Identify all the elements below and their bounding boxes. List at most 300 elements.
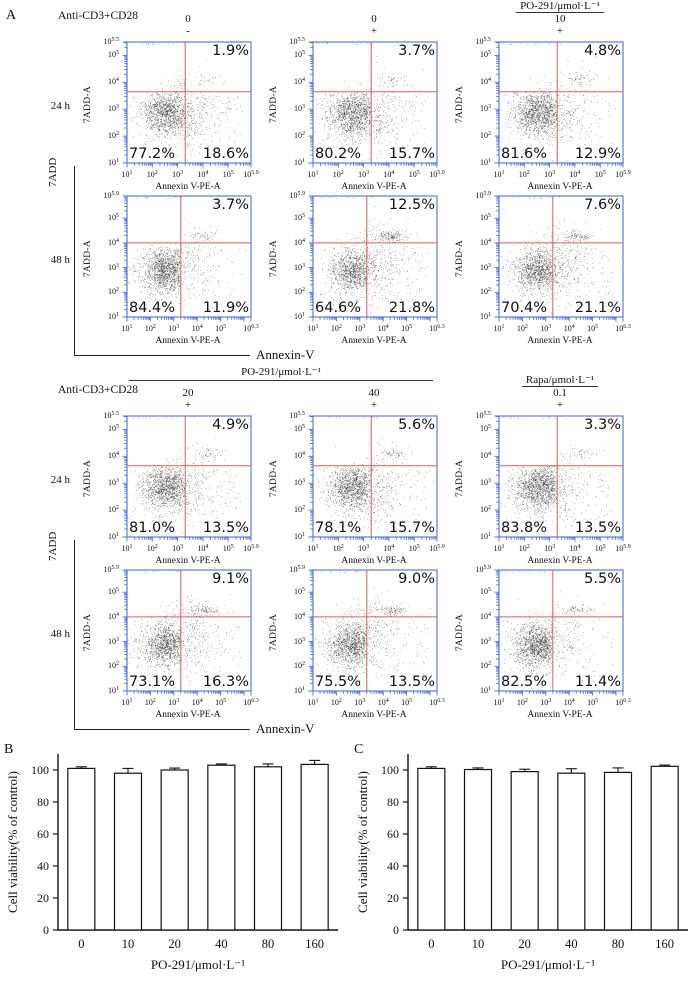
bar (558, 773, 585, 930)
y-tick-label: $10^3$ (294, 262, 305, 272)
x-tick-label: $10^2$ (516, 698, 528, 707)
y-tick-gutter (466, 37, 493, 170)
y-tick-label: 20 (37, 891, 49, 905)
group-y-axis-label: 7ADD (47, 157, 59, 187)
x-tick-label: $10^{6.3}$ (615, 698, 631, 707)
x-tick-exponent: 3 (176, 324, 180, 330)
quadrant-upper-right-pct: 9.1% (212, 571, 249, 587)
y-tick-exponent: 1 (488, 312, 491, 318)
y-axis-label-cell (82, 568, 94, 698)
x-axis-label: Annexin V-PE-A (155, 336, 221, 346)
x-tick-exponent: 5 (595, 698, 599, 704)
time-gutter (14, 568, 82, 722)
quadrant-lower-left-pct: 77.2% (129, 145, 176, 162)
flow-plot-area (121, 40, 255, 170)
sign-label: + (370, 399, 378, 412)
y-tick-label: $10^2$ (480, 131, 491, 141)
x-tick-exponent: 2 (152, 324, 156, 330)
x-tick-exponent: 4 (199, 324, 203, 330)
quadrant-upper-right-pct: 4.9% (212, 417, 249, 433)
y-tick-label: $10^1$ (480, 158, 491, 167)
flow-row (14, 411, 674, 568)
group-x-axis-label: Annexin-V (256, 721, 315, 736)
bar (511, 772, 538, 930)
x-tick-exponent: 3 (366, 170, 370, 176)
y-tick-exponent: 5.5 (111, 411, 119, 417)
x-tick-exponent: 2 (524, 324, 528, 330)
y-tick-exponent: 4 (488, 611, 491, 618)
quadrant-lower-right-pct: 15.7% (388, 519, 435, 536)
quadrant-lower-right-pct: 16.3% (202, 673, 249, 690)
flow-plot-area (307, 414, 441, 544)
x-tick-label: $10^{5.9}$ (243, 170, 259, 179)
y-tick-exponent: 4 (116, 451, 119, 458)
x-tick-exponent: 2 (338, 324, 342, 330)
quadrant-lower-right-pct: 15.7% (388, 145, 435, 162)
y-axis-label: 7ADD-A (455, 240, 465, 278)
y-tick-exponent: 1 (488, 158, 491, 164)
y-tick-exponent: 5.5 (483, 37, 491, 43)
x-tick-exponent: 5.9 (623, 544, 631, 550)
x-tick-exponent: 5 (409, 324, 413, 330)
x-tick-exponent: 5 (409, 698, 413, 704)
treatment-header-band (14, 364, 674, 414)
y-tick-exponent: 3 (116, 104, 119, 111)
x-tick-label: $10^{6.3}$ (429, 698, 445, 707)
treatment-header-band (14, 0, 674, 40)
sign-label: - (186, 25, 190, 38)
y-tick-label: 40 (387, 859, 399, 873)
x-tick-label: $10^5$ (215, 698, 227, 707)
stimulation-label: Anti-CD3+CD28 (58, 10, 138, 22)
y-tick-exponent: 2 (302, 131, 305, 138)
time-gutter (14, 194, 82, 348)
x-tick-label: $10^{6.3}$ (615, 324, 631, 333)
flow-row (14, 565, 674, 722)
x-tick-exponent: 4 (571, 324, 575, 330)
x-tick-label: $10^{5.9}$ (429, 170, 445, 179)
x-tick-exponent: 2 (154, 170, 158, 176)
y-axis-label: 7ADD-A (455, 614, 465, 652)
y-axis-label: 7ADD-A (455, 86, 465, 124)
x-tick-label: $10^5$ (408, 544, 420, 553)
x-tick-exponent: 4 (385, 698, 389, 704)
y-tick-exponent: 4 (116, 611, 119, 618)
x-tick-label: $10^2$ (144, 324, 156, 333)
y-tick-label: $10^3$ (108, 262, 119, 272)
quadrant-lower-left-pct: 83.8% (501, 519, 548, 536)
x-tick-exponent: 1 (129, 544, 133, 550)
y-tick-exponent: 3 (302, 478, 305, 485)
bar (68, 768, 95, 930)
quadrant-lower-right-pct: 13.5% (202, 519, 249, 536)
quadrant-upper-right-pct: 5.6% (398, 417, 435, 433)
y-tick-label: $10^3$ (294, 636, 305, 646)
y-tick-label: $10^3$ (294, 478, 305, 488)
y-tick-label: $10^5$ (108, 213, 119, 223)
y-tick-label: $10^5$ (294, 424, 305, 434)
flow-plot (268, 191, 454, 348)
y-tick-label: $10^4$ (108, 451, 119, 461)
x-tick-label: 10 (121, 937, 135, 951)
treatment-column-header (281, 387, 467, 412)
y-tick-label: 100 (381, 763, 399, 777)
bar-chart-b (0, 740, 350, 981)
y-tick-label: $10^4$ (108, 77, 119, 87)
flow-plot (82, 37, 268, 194)
y-tick-label: $10^2$ (108, 131, 119, 141)
x-tick-exponent: 1 (501, 544, 505, 550)
y-tick-exponent: 1 (116, 312, 119, 318)
x-axis-label: Annexin V-PE-A (527, 182, 593, 192)
dose-label: 20 (182, 387, 194, 400)
y-tick-label: $10^4$ (294, 611, 305, 621)
treatment-title: PO-291/μmol·L⁻¹ (241, 366, 321, 378)
x-tick-exponent: 1 (501, 324, 505, 330)
y-tick-exponent: 3 (488, 636, 491, 643)
y-tick-label: $10^{5.9}$ (103, 191, 119, 200)
y-axis-label-cell (454, 568, 466, 698)
x-tick-label: $10^4$ (563, 698, 575, 707)
x-tick-label: $10^2$ (518, 170, 530, 179)
x-tick-exponent: 3 (366, 544, 370, 550)
x-tick-exponent: 5 (602, 170, 606, 176)
x-tick-exponent: 2 (338, 698, 342, 704)
flow-plot (454, 411, 640, 568)
y-tick-exponent: 5.9 (297, 565, 305, 571)
quadrant-lower-right-pct: 13.5% (388, 673, 435, 690)
y-tick-exponent: 2 (302, 661, 305, 668)
x-axis-label: Annexin V-PE-A (341, 182, 407, 192)
x-axis-label: Annexin V-PE-A (155, 710, 221, 720)
x-tick-exponent: 1 (315, 324, 319, 330)
y-tick-label: 100 (31, 763, 49, 777)
x-tick-label: $10^{5.9}$ (243, 544, 259, 553)
y-axis-label-cell (268, 414, 280, 544)
quadrant-lower-left-pct: 81.6% (501, 145, 548, 162)
bar-chart-svg-B (0, 740, 350, 980)
y-tick-exponent: 3 (488, 104, 491, 111)
y-tick-exponent: 3 (302, 636, 305, 643)
y-axis-title: Cell viability(% of control) (355, 771, 370, 913)
dose-label: 0.1 (553, 387, 567, 400)
panel-b-label: B (4, 742, 14, 757)
panel-a-flow-plots (14, 0, 700, 738)
quadrant-upper-right-pct: 1.9% (212, 43, 249, 59)
x-tick-exponent: 5.9 (251, 170, 259, 176)
y-tick-label: $10^{5.5}$ (475, 37, 491, 46)
x-tick-row (121, 544, 259, 555)
flow-plot-area (307, 40, 441, 170)
x-tick-label: $10^1$ (493, 170, 505, 179)
sign-label: + (556, 25, 564, 38)
x-tick-exponent: 3 (552, 544, 556, 550)
bar (651, 766, 678, 930)
x-tick-label: 10 (471, 937, 485, 951)
group-y-axis-line (74, 166, 75, 355)
y-tick-label: $10^4$ (480, 77, 491, 87)
x-tick-exponent: 5 (416, 170, 420, 176)
x-tick-label: 160 (305, 937, 325, 951)
y-tick-label: $10^1$ (108, 686, 119, 695)
y-tick-label: $10^2$ (108, 287, 119, 297)
y-tick-label: $10^1$ (480, 312, 491, 321)
flow-plot-area (493, 40, 627, 170)
y-tick-exponent: 1 (488, 686, 491, 692)
y-tick-exponent: 5 (488, 213, 491, 220)
panel-b (0, 740, 350, 981)
x-tick-label: $10^1$ (121, 324, 133, 333)
flow-plot (268, 411, 454, 568)
dose-label: 0 (371, 13, 377, 26)
x-tick-exponent: 4 (391, 170, 395, 176)
x-tick-exponent: 1 (129, 324, 133, 330)
x-tick-row (307, 170, 445, 181)
quadrant-upper-right-pct: 7.6% (584, 197, 621, 213)
bar (161, 770, 188, 930)
x-tick-row (121, 324, 259, 335)
bar (465, 770, 492, 930)
y-tick-label: 0 (43, 923, 49, 937)
x-tick-label: $10^2$ (144, 698, 156, 707)
bar (255, 767, 282, 930)
y-tick-label: $10^4$ (108, 611, 119, 621)
treatment-title: Rapa/μmol·L⁻¹ (522, 374, 598, 387)
x-tick-exponent: 3 (552, 170, 556, 176)
x-tick-label: $10^1$ (493, 698, 505, 707)
flow-group-2 (14, 364, 674, 738)
y-tick-exponent: 3 (116, 636, 119, 643)
y-axis-label: 7ADD-A (269, 460, 279, 498)
x-tick-exponent: 5 (230, 170, 234, 176)
y-axis-label: 7ADD-A (269, 240, 279, 278)
y-tick-exponent: 2 (488, 505, 491, 512)
y-tick-label: $10^{5.5}$ (103, 411, 119, 420)
y-tick-exponent: 5 (116, 587, 119, 594)
y-tick-exponent: 5.9 (297, 191, 305, 197)
group-x-axis-band (14, 348, 674, 364)
x-tick-exponent: 1 (501, 698, 505, 704)
x-tick-label: $10^1$ (121, 544, 133, 553)
y-tick-label: $10^2$ (294, 131, 305, 141)
y-axis-label: 7ADD-A (83, 614, 93, 652)
quadrant-lower-left-pct: 73.1% (129, 673, 176, 690)
y-tick-exponent: 3 (302, 262, 305, 269)
flow-row (14, 191, 674, 348)
treatment-column-header (95, 387, 281, 412)
x-tick-exponent: 6.3 (623, 698, 631, 704)
y-tick-label: $10^2$ (108, 661, 119, 671)
y-tick-exponent: 5 (488, 587, 491, 594)
y-tick-exponent: 5 (116, 424, 119, 431)
y-tick-label: 80 (37, 795, 49, 809)
x-tick-label: $10^{6.3}$ (243, 698, 259, 707)
y-tick-gutter (94, 37, 121, 170)
x-tick-row (307, 324, 445, 335)
flow-plot (82, 565, 268, 722)
treatment-column-header (467, 0, 653, 38)
flow-plot (454, 191, 640, 348)
time-label: 24 h (50, 100, 70, 112)
y-tick-exponent: 5 (302, 587, 305, 594)
y-tick-exponent: 5 (302, 424, 305, 431)
y-tick-label: $10^5$ (108, 587, 119, 597)
flow-plot-area (307, 568, 441, 698)
y-tick-exponent: 4 (488, 237, 491, 244)
x-tick-row (493, 324, 631, 335)
y-tick-label: $10^3$ (480, 478, 491, 488)
x-tick-label: $10^4$ (569, 170, 581, 179)
sign-label: + (370, 25, 378, 38)
y-tick-gutter (280, 411, 307, 544)
flow-plot (454, 37, 640, 194)
x-tick-exponent: 3 (548, 698, 552, 704)
x-tick-exponent: 6.3 (251, 324, 259, 330)
treatment-column-header (95, 13, 281, 38)
x-axis-title: PO-291/μmol·L⁻¹ (500, 957, 596, 972)
x-tick-exponent: 5.9 (437, 544, 445, 550)
x-tick-label: $10^2$ (330, 324, 342, 333)
y-tick-label: $10^5$ (108, 50, 119, 60)
x-axis-label: Annexin V-PE-A (341, 336, 407, 346)
y-tick-label: $10^1$ (294, 686, 305, 695)
y-tick-label: $10^2$ (480, 661, 491, 671)
x-tick-exponent: 6.3 (437, 698, 445, 704)
quadrant-lower-left-pct: 80.2% (315, 145, 362, 162)
y-axis-label-cell (268, 40, 280, 170)
y-tick-exponent: 4 (302, 237, 305, 244)
x-tick-label: $10^3$ (540, 324, 552, 333)
y-tick-label: $10^1$ (294, 158, 305, 167)
x-tick-exponent: 5.9 (623, 170, 631, 176)
y-axis-label-cell (454, 194, 466, 324)
x-tick-label: $10^3$ (354, 698, 366, 707)
x-tick-label: $10^1$ (307, 170, 319, 179)
y-axis-label-cell (268, 194, 280, 324)
y-tick-label: $10^5$ (480, 213, 491, 223)
x-tick-label: $10^3$ (358, 170, 370, 179)
x-tick-label: $10^4$ (377, 324, 389, 333)
y-axis-label: 7ADD-A (83, 460, 93, 498)
x-tick-exponent: 4 (205, 544, 209, 550)
x-tick-label: 20 (168, 937, 181, 951)
x-tick-label: $10^2$ (146, 544, 158, 553)
x-tick-label: $10^1$ (307, 544, 319, 553)
x-tick-label: $10^2$ (330, 698, 342, 707)
y-tick-label: $10^{5.9}$ (289, 191, 305, 200)
quadrant-lower-left-pct: 82.5% (501, 673, 548, 690)
flow-plot (268, 565, 454, 722)
y-tick-label: $10^3$ (108, 104, 119, 114)
sign-label: + (556, 399, 564, 412)
y-tick-label: $10^2$ (480, 287, 491, 297)
dose-label: 0 (185, 13, 191, 26)
x-tick-label: $10^4$ (191, 324, 203, 333)
quadrant-lower-right-pct: 13.5% (574, 519, 621, 536)
y-tick-gutter (94, 191, 121, 324)
treatment-column-header (467, 374, 653, 412)
x-tick-label: $10^5$ (401, 698, 413, 707)
y-tick-label: $10^5$ (480, 424, 491, 434)
y-axis-label-cell (454, 40, 466, 170)
y-tick-exponent: 3 (488, 478, 491, 485)
x-tick-row (121, 698, 259, 709)
y-tick-exponent: 2 (116, 505, 119, 512)
quadrant-lower-right-pct: 21.1% (574, 299, 621, 316)
y-tick-exponent: 2 (116, 287, 119, 294)
x-tick-label: 0 (78, 937, 85, 951)
x-tick-label: $10^{5.9}$ (429, 544, 445, 553)
y-tick-exponent: 5.9 (483, 191, 491, 197)
y-tick-label: $10^2$ (480, 505, 491, 515)
y-tick-exponent: 2 (488, 661, 491, 668)
treatment-title: PO-291/μmol·L⁻¹ (516, 0, 604, 13)
y-tick-label: $10^5$ (294, 50, 305, 60)
y-tick-exponent: 1 (302, 686, 305, 692)
y-tick-exponent: 5 (302, 50, 305, 57)
x-tick-exponent: 5 (416, 544, 420, 550)
x-tick-label: $10^{6.3}$ (243, 324, 259, 333)
x-tick-label: $10^3$ (358, 544, 370, 553)
x-tick-exponent: 5.9 (437, 170, 445, 176)
bar (115, 773, 142, 930)
y-tick-label: $10^{5.9}$ (103, 565, 119, 574)
x-tick-label: $10^2$ (516, 324, 528, 333)
x-tick-label: $10^{5.9}$ (615, 544, 631, 553)
x-tick-label: $10^3$ (168, 698, 180, 707)
flow-plot-area (121, 414, 255, 544)
y-axis-label-cell (82, 40, 94, 170)
flow-group-1 (14, 0, 674, 364)
quadrant-lower-left-pct: 64.6% (315, 299, 362, 316)
y-tick-label: $10^2$ (294, 287, 305, 297)
x-tick-exponent: 3 (180, 544, 184, 550)
x-tick-exponent: 5 (602, 544, 606, 550)
flow-plot-area (493, 568, 627, 698)
x-tick-exponent: 4 (385, 324, 389, 330)
quadrant-lower-right-pct: 11.4% (574, 673, 621, 690)
x-tick-label: $10^3$ (540, 698, 552, 707)
time-label: 24 h (50, 474, 70, 486)
y-tick-label: 60 (37, 827, 49, 841)
x-tick-label: $10^1$ (121, 170, 133, 179)
flow-plot (454, 565, 640, 722)
y-tick-label: $10^4$ (108, 237, 119, 247)
x-tick-exponent: 1 (129, 170, 133, 176)
quadrant-lower-left-pct: 84.4% (129, 299, 176, 316)
y-axis-label: 7ADD-A (83, 86, 93, 124)
x-tick-exponent: 2 (526, 544, 530, 550)
y-tick-label: $10^{5.9}$ (475, 565, 491, 574)
x-tick-label: $10^4$ (197, 544, 209, 553)
y-tick-label: $10^1$ (108, 312, 119, 321)
quadrant-upper-right-pct: 5.5% (584, 571, 621, 587)
y-tick-exponent: 1 (116, 158, 119, 164)
flow-plot-area (307, 194, 441, 324)
y-tick-exponent: 2 (116, 661, 119, 668)
flow-row (14, 37, 674, 194)
y-tick-label: $10^5$ (480, 50, 491, 60)
y-axis-label-cell (82, 414, 94, 544)
x-tick-exponent: 4 (577, 170, 581, 176)
y-tick-label: $10^4$ (294, 451, 305, 461)
y-tick-gutter (466, 191, 493, 324)
flow-plot-area (493, 414, 627, 544)
y-tick-exponent: 5 (302, 213, 305, 220)
x-tick-label: $10^2$ (146, 170, 158, 179)
y-tick-exponent: 5 (116, 213, 119, 220)
x-tick-label: $10^5$ (594, 170, 606, 179)
